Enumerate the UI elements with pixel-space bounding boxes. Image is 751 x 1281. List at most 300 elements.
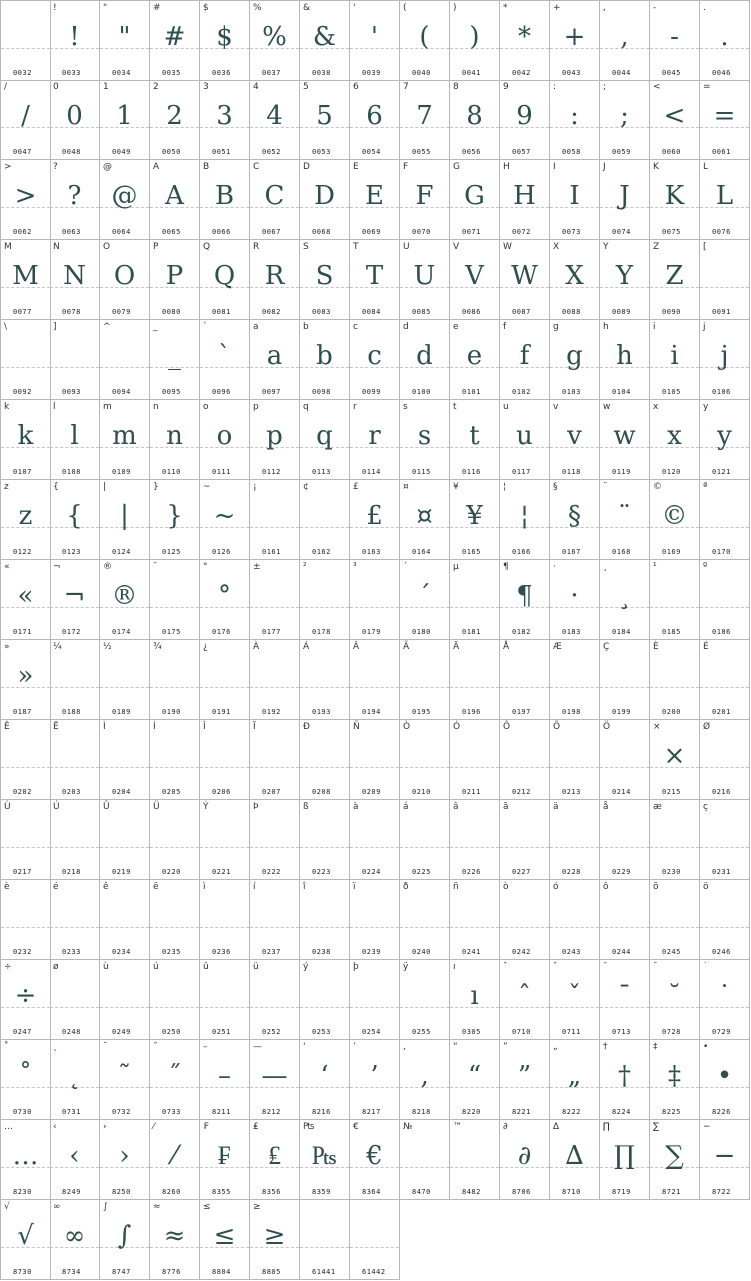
glyph-character-label: • [703, 1042, 709, 1052]
glyph-sample: ∑ [665, 1141, 684, 1171]
glyph-sample: / [21, 101, 30, 131]
glyph-sample: 4 [266, 101, 283, 131]
glyph-character-label: ù [103, 962, 109, 972]
glyph-sample: n [166, 421, 183, 451]
glyph-sample: 8 [466, 101, 483, 131]
glyph-sample: ˘ [668, 981, 681, 1011]
glyph-cell [0, 160, 51, 240]
glyph-character-label: ÿ [403, 962, 409, 972]
character-code: 0080 [162, 308, 181, 316]
glyph-sample: G [464, 181, 485, 211]
glyph-cell [250, 320, 300, 400]
glyph-character-label: € [353, 1122, 359, 1132]
glyph-sample: ¥ [466, 501, 483, 531]
glyph-character-label: < [653, 82, 661, 92]
glyph-cell [600, 160, 650, 240]
character-code: 8734 [62, 1268, 81, 1276]
glyph-sample: e [466, 341, 483, 371]
character-code: 0229 [612, 868, 631, 876]
glyph-character-label: B [203, 162, 210, 172]
glyph-character-label: O [103, 242, 111, 252]
glyph-sample [400, 654, 449, 698]
glyph-sample: _ [168, 341, 181, 371]
glyph-character-label: ^ [103, 322, 111, 332]
glyph-cell [250, 0, 300, 81]
glyph-sample: p [266, 421, 283, 451]
character-code: 8710 [562, 1188, 581, 1196]
glyph-sample: . [720, 22, 729, 52]
character-code: 0057 [512, 148, 531, 156]
glyph-character-label: F [403, 162, 409, 172]
character-code: 0036 [212, 69, 231, 77]
glyph-cell [200, 80, 250, 160]
glyph-sample: m [112, 421, 137, 451]
glyph-cell [200, 800, 250, 880]
glyph-character-label: ± [253, 562, 261, 572]
glyph-character-label: G [453, 162, 460, 172]
glyph-sample: E [365, 181, 384, 211]
glyph-cell [600, 560, 650, 640]
character-code: 0197 [512, 708, 531, 716]
glyph-cell [550, 960, 600, 1040]
glyph-character-label: – [203, 1042, 208, 1052]
glyph-character-label: u [503, 402, 509, 412]
glyph-character-label: î [303, 882, 306, 892]
character-code: 0118 [562, 468, 581, 476]
character-code: 0194 [362, 708, 381, 716]
glyph-cell [450, 1040, 500, 1120]
glyph-character-label: # [153, 3, 161, 13]
glyph-cell [0, 560, 51, 640]
character-code: 0255 [412, 1028, 431, 1036]
glyph-sample: F [415, 181, 434, 211]
glyph-character-label: q [303, 402, 309, 412]
glyph-cell [50, 800, 100, 880]
glyph-character-label: › [103, 1122, 107, 1132]
glyph-cell [600, 80, 650, 160]
glyph-character-label: ê [103, 882, 109, 892]
glyph-sample [50, 974, 99, 1018]
character-code: 8747 [112, 1268, 131, 1276]
glyph-character-label: / [4, 82, 8, 92]
glyph-sample [150, 654, 199, 698]
character-code: 0091 [712, 308, 731, 316]
character-code: 0226 [462, 868, 481, 876]
glyph-character-label: ¢ [303, 482, 309, 492]
glyph-cell [50, 480, 100, 560]
glyph-cell [600, 480, 650, 560]
glyph-sample [500, 654, 549, 698]
glyph-sample [400, 1134, 449, 1178]
character-code: 0065 [162, 228, 181, 236]
character-code: 0182 [512, 628, 531, 636]
glyph-sample [450, 654, 499, 698]
glyph-character-label: ð [403, 882, 409, 892]
glyph-cell [250, 1120, 300, 1200]
glyph-cell [300, 160, 350, 240]
glyph-sample [450, 814, 499, 858]
glyph-sample: V [465, 261, 484, 291]
character-code: 0187 [13, 708, 32, 716]
glyph-sample [350, 814, 399, 858]
glyph-sample: " [118, 22, 131, 52]
glyph-sample: , [620, 22, 629, 52]
glyph-cell [0, 960, 51, 1040]
glyph-character-label: ½ [103, 642, 112, 652]
glyph-sample: ₣ [218, 1141, 231, 1171]
glyph-sample: ¸ [618, 581, 631, 611]
glyph-character-label: Ý [203, 802, 209, 812]
glyph-sample: i [670, 341, 679, 371]
character-code: 0171 [13, 628, 32, 636]
glyph-cell [150, 800, 200, 880]
character-code: 0254 [362, 1028, 381, 1036]
glyph-sample [700, 574, 749, 618]
glyph-character-label: I [553, 162, 556, 172]
glyph-sample: N [63, 261, 86, 291]
glyph-cell [500, 960, 550, 1040]
glyph-character-label: e [453, 322, 459, 332]
glyph-cell [650, 640, 700, 720]
glyph-sample [550, 894, 599, 938]
glyph-cell [0, 320, 51, 400]
glyph-character-label: Z [653, 242, 660, 252]
character-code: 0239 [362, 948, 381, 956]
glyph-cell [550, 480, 600, 560]
glyph-cell [350, 240, 400, 320]
character-code: 0101 [462, 388, 481, 396]
glyph-character-label: E [353, 162, 359, 172]
glyph-character-label: ò [503, 882, 509, 892]
glyph-sample [550, 654, 599, 698]
character-code: 0076 [712, 228, 731, 236]
character-code: 0209 [362, 788, 381, 796]
glyph-character-label: ¯ [153, 562, 158, 572]
character-code: 8220 [462, 1108, 481, 1116]
glyph-character-label: ˘ [653, 962, 658, 972]
character-code: 0733 [162, 1108, 181, 1116]
character-code: 0241 [462, 948, 481, 956]
character-code: 0088 [562, 308, 581, 316]
character-code: 8730 [13, 1268, 32, 1276]
glyph-cell [150, 80, 200, 160]
glyph-character-label: ≥ [253, 1202, 261, 1212]
glyph-sample: − [713, 1141, 736, 1171]
character-code: 0034 [112, 69, 131, 77]
glyph-cell [550, 560, 600, 640]
glyph-cell [450, 160, 500, 240]
glyph-sample [350, 1214, 399, 1258]
character-code: 8719 [612, 1188, 631, 1196]
glyph-cell [700, 0, 750, 81]
glyph-character-label: ä [553, 802, 559, 812]
glyph-character-label: í [253, 882, 256, 892]
glyph-cell [250, 80, 300, 160]
glyph-character-label: § [553, 482, 558, 492]
character-code: 0220 [162, 868, 181, 876]
glyph-sample: ∏ [614, 1141, 635, 1171]
character-code: 0094 [112, 388, 131, 396]
glyph-character-label: „ [553, 1042, 558, 1052]
character-code: 0102 [512, 388, 531, 396]
glyph-sample [250, 654, 299, 698]
glyph-sample [250, 494, 299, 538]
glyph-sample: “ [467, 1061, 482, 1091]
glyph-character-label: Ç [603, 642, 610, 652]
glyph-sample: © [661, 501, 688, 531]
glyph-cell [450, 80, 500, 160]
glyph-character-label: £ [353, 482, 359, 492]
glyph-cell [700, 640, 750, 720]
glyph-sample: O [113, 261, 136, 291]
glyph-cell [600, 880, 650, 960]
glyph-sample: A [165, 181, 184, 211]
glyph-sample: o [216, 421, 233, 451]
glyph-character-label: ∞ [53, 1202, 61, 1212]
character-code: 0234 [112, 948, 131, 956]
glyph-character-label: ₣ [203, 1122, 209, 1132]
glyph-character-label: ⁄ [153, 1122, 155, 1132]
glyph-sample [300, 814, 349, 858]
glyph-sample: • [716, 1061, 733, 1091]
glyph-sample [50, 734, 99, 778]
glyph-cell [550, 240, 600, 320]
glyph-cell [100, 240, 150, 320]
glyph-sample: ₤ [268, 1141, 281, 1171]
glyph-sample [400, 814, 449, 858]
glyph-character-label: k [4, 402, 10, 412]
glyph-cell [450, 960, 500, 1040]
glyph-sample [1, 15, 50, 59]
character-code: 0078 [62, 308, 81, 316]
glyph-sample: { [66, 501, 83, 531]
character-code: 8222 [562, 1108, 581, 1116]
glyph-character-label: Ä [453, 642, 460, 652]
character-code: 8470 [412, 1188, 431, 1196]
glyph-character-label: Q [203, 242, 211, 252]
glyph-sample [600, 814, 649, 858]
glyph-character-label: _ [153, 322, 158, 332]
glyph-cell [650, 0, 700, 81]
glyph-cell [100, 400, 150, 480]
glyph-cell [100, 160, 150, 240]
glyph-character-label: È [653, 642, 659, 652]
glyph-cell [500, 880, 550, 960]
character-code: 0222 [262, 868, 281, 876]
glyph-sample [500, 814, 549, 858]
glyph-cell [500, 480, 550, 560]
glyph-cell [100, 0, 150, 81]
glyph-character-label: × [653, 722, 661, 732]
glyph-sample [700, 734, 749, 778]
glyph-sample [300, 734, 349, 778]
glyph-sample [50, 334, 99, 378]
glyph-cell [350, 960, 400, 1040]
glyph-character-label: 1 [103, 82, 109, 92]
character-code: 0215 [662, 788, 681, 796]
glyph-character-label: n [153, 402, 159, 412]
glyph-character-label: ¼ [53, 642, 62, 652]
character-code: 0043 [562, 69, 581, 77]
glyph-cell [500, 320, 550, 400]
character-code: 0243 [562, 948, 581, 956]
glyph-character-label: · [553, 562, 556, 572]
character-code: 0069 [362, 228, 381, 236]
character-code: 0113 [312, 468, 331, 476]
glyph-sample: ˙ [718, 981, 731, 1011]
glyph-character-label: P [153, 242, 159, 252]
glyph-character-label: ; [603, 82, 607, 92]
glyph-character-label: ∆ [553, 1122, 560, 1132]
character-code: 8225 [662, 1108, 681, 1116]
glyph-cell [600, 0, 650, 81]
glyph-cell [0, 1040, 51, 1120]
glyph-cell [150, 1200, 200, 1280]
glyph-cell [350, 0, 400, 81]
glyph-cell [50, 560, 100, 640]
glyph-cell [400, 400, 450, 480]
glyph-character-label: Ü [153, 802, 160, 812]
glyph-sample: × [663, 741, 686, 771]
character-code: 0104 [612, 388, 631, 396]
glyph-character-label: ˚ [4, 1042, 9, 1052]
glyph-sample [100, 654, 149, 698]
glyph-sample: ` [218, 341, 231, 371]
character-code: 0190 [162, 708, 181, 716]
glyph-character-label: ² [303, 562, 307, 572]
glyph-sample: ₧ [311, 1141, 338, 1171]
glyph-sample: ¦ [520, 501, 529, 531]
character-code: 0049 [112, 148, 131, 156]
glyph-cell [250, 800, 300, 880]
glyph-character-label: w [603, 402, 611, 412]
glyph-character-label: 7 [403, 82, 409, 92]
glyph-character-label: , [603, 3, 606, 13]
glyph-cell [650, 400, 700, 480]
glyph-character-label: ý [303, 962, 309, 972]
character-code: 0214 [612, 788, 631, 796]
character-code: 0084 [362, 308, 381, 316]
glyph-character-label: © [653, 482, 662, 492]
glyph-sample: l [70, 421, 79, 451]
glyph-sample: √ [17, 1221, 34, 1251]
glyph-cell [600, 240, 650, 320]
glyph-cell [700, 1040, 750, 1120]
character-code: 0050 [162, 148, 181, 156]
glyph-sample [200, 734, 249, 778]
character-code: 0041 [462, 69, 481, 77]
glyph-character-label: ¡ [253, 482, 257, 492]
character-code: 0205 [162, 788, 181, 796]
character-code: 0710 [512, 1028, 531, 1036]
glyph-character-label: c [353, 322, 358, 332]
glyph-sample: h [616, 341, 633, 371]
glyph-character-label: ‚ [403, 1042, 406, 1052]
glyph-sample [150, 814, 199, 858]
glyph-character-label: è [4, 882, 10, 892]
glyph-character-label: ₤ [253, 1122, 259, 1132]
character-code: 0089 [612, 308, 631, 316]
glyph-cell [150, 880, 200, 960]
glyph-cell [0, 1120, 51, 1200]
glyph-cell [450, 880, 500, 960]
glyph-cell [450, 0, 500, 81]
character-code: 0119 [612, 468, 631, 476]
glyph-cell [400, 480, 450, 560]
glyph-cell [450, 1120, 500, 1200]
glyph-cell [700, 720, 750, 800]
glyph-character-label: ¬ [53, 562, 61, 572]
glyph-character-label: ñ [453, 882, 459, 892]
glyph-cell [50, 0, 100, 81]
glyph-character-label: o [203, 402, 209, 412]
character-code: 0117 [512, 468, 531, 476]
glyph-sample [150, 974, 199, 1018]
glyph-character-label: ´ [403, 562, 408, 572]
glyph-cell [400, 1040, 450, 1120]
character-code: 0212 [512, 788, 531, 796]
glyph-cell [400, 240, 450, 320]
glyph-cell [250, 1040, 300, 1120]
glyph-cell [500, 640, 550, 720]
glyph-character-label: ₧ [303, 1122, 315, 1132]
glyph-character-label: ` [203, 322, 208, 332]
glyph-character-label: â [453, 802, 459, 812]
glyph-character-label: û [203, 962, 209, 972]
glyph-sample: ˝ [168, 1061, 181, 1091]
glyph-sample [600, 654, 649, 698]
glyph-cell [550, 320, 600, 400]
character-code: 0063 [62, 228, 81, 236]
glyph-sample: ∞ [63, 1221, 86, 1251]
glyph-cell [600, 1040, 650, 1120]
character-code: 0052 [262, 148, 281, 156]
glyph-sample: § [568, 501, 581, 531]
glyph-cell [50, 960, 100, 1040]
character-code: 0095 [162, 388, 181, 396]
glyph-character-label: ° [203, 562, 208, 572]
glyph-cell [350, 640, 400, 720]
glyph-sample: ≤ [213, 1221, 236, 1251]
glyph-cell [50, 80, 100, 160]
glyph-sample: < [663, 101, 686, 131]
glyph-character-label: Æ [553, 642, 562, 652]
glyph-cell [550, 720, 600, 800]
glyph-sample: ˚ [19, 1061, 32, 1091]
character-code: 0191 [212, 708, 231, 716]
glyph-sample: « [17, 581, 34, 611]
glyph-sample: · [570, 581, 579, 611]
character-code: 0179 [362, 628, 381, 636]
glyph-sample [700, 814, 749, 858]
glyph-character-label: Ê [4, 722, 10, 732]
glyph-cell [250, 240, 300, 320]
glyph-sample [150, 734, 199, 778]
glyph-character-label: ã [503, 802, 509, 812]
character-code: 0059 [612, 148, 631, 156]
glyph-cell [550, 800, 600, 880]
glyph-cell [650, 1040, 700, 1120]
character-code: 0077 [13, 308, 32, 316]
glyph-character-label: K [653, 162, 659, 172]
glyph-character-label: W [503, 242, 512, 252]
glyph-sample: J [619, 181, 630, 211]
glyph-cell [350, 160, 400, 240]
glyph-cell [350, 1200, 400, 1280]
glyph-character-label: » [4, 642, 10, 652]
glyph-sample [300, 654, 349, 698]
glyph-cell [500, 800, 550, 880]
